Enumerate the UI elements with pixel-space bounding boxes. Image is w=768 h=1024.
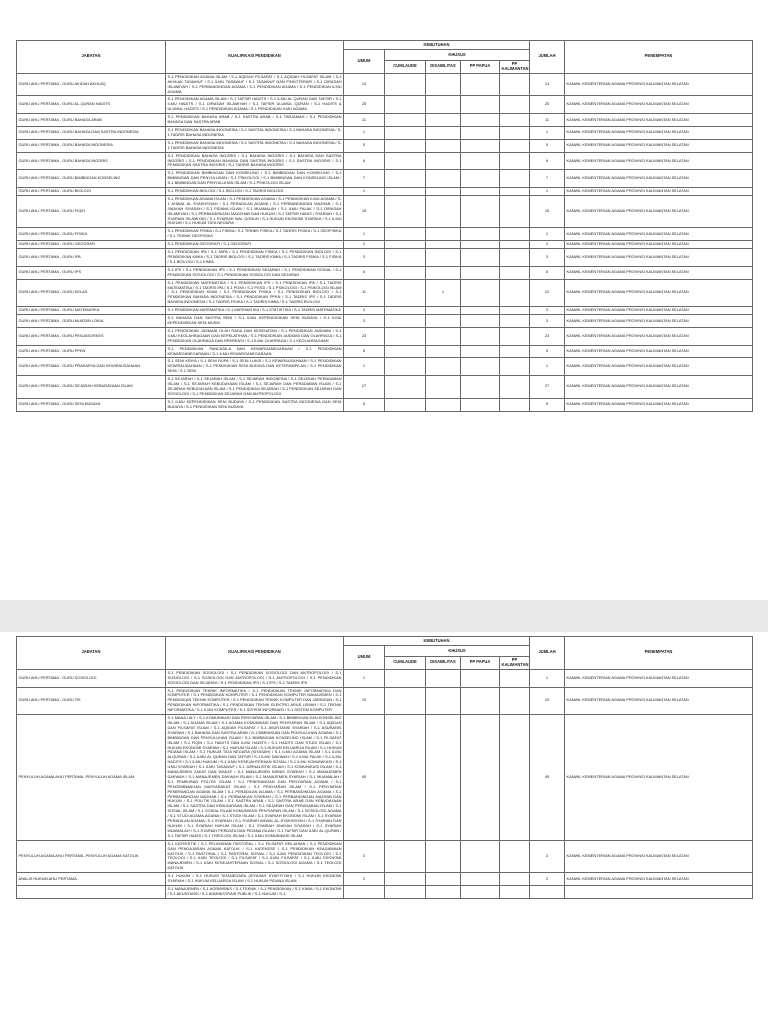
cell-umum: 1	[344, 669, 385, 687]
table-row	[17, 840, 753, 872]
cell-umum: 5	[344, 345, 385, 358]
cell-cumlaude	[385, 241, 426, 249]
cell-jumlah: 6	[530, 152, 565, 170]
table-row	[17, 873, 753, 886]
cell-kualifikasi: S-1 PENDIDIKAN MATEMATIKA / S-1 PENDIDIKAN IPS / S-1 PENDIDIKAN IPA / S-1 TADRIS MATEMATIKA / S-1 TADRIS IPA / S-1 PGMI / S-1 PGSD / S-1 PSIKOLOGI / S-1 PSIKOLOGI ISLAM / S-1 PENDIDIKAN KIMIA / S-1 PENDIDIKAN FISIKA / S-1 PENDIDIKAN BIOLOGI / S-1 PENDIDIKAN BAHASA INDONESIA / S-1 PENDIDIKAN PPKN / S-1 TADRIS IPS / S-1 TADRIS BAHASA INDONESIA / S-1 TADRIS FISIKA / S-1 TADRIS KIMIA / S-1 TADRIS BIOLOGI	[166, 279, 344, 307]
cell-pp-papua	[461, 266, 500, 279]
cell-cumlaude	[385, 358, 426, 376]
cell-umum: 6	[344, 266, 385, 279]
cell-disabilitas	[426, 170, 461, 188]
cell-disabilitas	[426, 228, 461, 241]
table-row	[17, 715, 753, 841]
table-row	[17, 139, 753, 152]
cell-penempatan: KANWIL KEMENTERIAN AGAMA PROVINSI KALIMANTAN SELATAN	[565, 152, 753, 170]
cell-pp-papua	[461, 358, 500, 376]
cell-jabatan: GURU AHLI PERTAMA - GURU KELAS	[17, 279, 166, 307]
header-jumlah: JUMLAH	[530, 41, 565, 74]
table-row	[17, 279, 753, 307]
cell-jumlah: 11	[530, 114, 565, 127]
cell-kualifikasi: S-1 PENDIDIKAN BAHASA INDONESIA / S-1 SASTRA INDONESIA / S-1 BAHASA INDONESIA / S-1 TADRIS BAHASA INDONESIA	[166, 126, 344, 139]
cell-umum: 5	[344, 139, 385, 152]
cell-disabilitas	[426, 139, 461, 152]
cell-jumlah: 5	[530, 139, 565, 152]
cell-jabatan: GURU AHLI PERTAMA - GURU TIK	[17, 687, 166, 715]
cell-pp-papua	[461, 96, 500, 114]
cell-cumlaude	[385, 73, 426, 96]
cell-umum: 1	[344, 228, 385, 241]
cell-umum: 11	[344, 279, 385, 307]
cell-pp-kalimantan	[500, 114, 530, 127]
cell-kualifikasi: S-1 PENDIDIKAN FISIKA / S-1 FISIKA / S-1 TEKNIK FISIKA / S-1 TADRIS FISIKA / S-1 GEOFISIKA / S-1 TEKNIK GEOFISIKA	[166, 228, 344, 241]
cell-jabatan: GURU AHLI PERTAMA - GURU MATEMATIKA	[17, 307, 166, 315]
cell-penempatan: KANWIL KEMENTERIAN AGAMA PROVINSI KALIMANTAN SELATAN	[565, 687, 753, 715]
cell-pp-kalimantan	[500, 307, 530, 315]
cell-cumlaude	[385, 188, 426, 196]
cell-kualifikasi: S-1 PENDIDIKAN IPA / S-1 MIPA / S-1 PENDIDIKAN FISIKA / S-1 PENDIDIKAN BIOLOGI / S-1 PENDIDIKAN KIMIA / S-1 TADRIS BIOLOGI / S-1 TADRIS KIMIA / S-1 TADRIS FISIKA / S-1 FISIKA / S-1 BIOLOGI / S-1 KIMIA	[166, 249, 344, 267]
cell-kualifikasi: S-1 PENDIDIKAN TEKNIK INFORMATIKA / S-1 PENDIDIKAN TEKNIK INFORMATIKA DAN KOMPUTER / S-1 PENDIDIKAN KOMPUTER / S-1 PENDIDIKAN KOMPUTER MANAJEMEN / S-1 PENDIDIKAN TEKNIK KOMPUTER / S-1 PENDIDIKAN TEKNIK KOMPUTER DAN JARINGAN / S-1 PENDIDIKAN INFORMATIKA / S-1 PENDIDIKAN TEKNIK ELEKTRO ARUS LEMAH / S-1 TEKNIK INFORMATIKA / S-1 ILMU KOMPUTER / S-1 SISTEM INFORMASI / S-1 SISTEM KOMPUTER	[166, 687, 344, 715]
cell-jabatan: GURU AHLI PERTAMA - GURU BIOLOGI	[17, 188, 166, 196]
cell-disabilitas	[426, 188, 461, 196]
cell-umum: 45	[344, 715, 385, 841]
cell-kualifikasi: S-1 SENI KRIYA / S-1 SENI RUPA / S-1 SENI LUKIS / S-1 KEWIRAUSAHAAN / S-1 PENDIDIKAN KEWIRAUSAHAAN / S-1 PENDIDIKAN SENI BUDAYA DAN KETERAMPILAN / S-1 PENDIDIKAN SENI / S-1 SENI	[166, 358, 344, 376]
cell-umum: 23	[344, 327, 385, 345]
cell-pp-papua	[461, 241, 500, 249]
cell-pp-kalimantan	[500, 327, 530, 345]
cell-jumlah: 10	[530, 687, 565, 715]
cell-umum: 1	[344, 358, 385, 376]
cell-jabatan: GURU AHLI PERTAMA - GURU BAHASA ARAB	[17, 114, 166, 127]
cell-pp-papua	[461, 327, 500, 345]
header-pp-kalimantan: PP KALIMANTAN	[500, 657, 530, 670]
cell-pp-kalimantan	[500, 228, 530, 241]
cell-jumlah: 1	[530, 669, 565, 687]
header-disabilitas: DISABILITAS	[426, 657, 461, 670]
cell-kualifikasi: S-1 MANAJEMEN / S-1 AGRIBISNIS / S-1 TEKNIK / S-1 PENDIDIKAN / S-1 KIMIA / S-1 EKONOMI / S-1 AKUNTANSI / S-1 ADMINISTRASI PUBLIK / S-1 HUKUM / S-1	[166, 885, 344, 898]
cell-pp-papua	[461, 73, 500, 96]
cell-jabatan: GURU AHLI PERTAMA - GURU PENJASORKES	[17, 327, 166, 345]
cell-jabatan: PENYULUH AGAMA AHLI PERTAMA -PENYULUH AGAMA KATOLIK	[17, 840, 166, 872]
cell-cumlaude	[385, 126, 426, 139]
cell-disabilitas	[426, 266, 461, 279]
cell-pp-kalimantan	[500, 840, 530, 872]
cell-umum	[344, 885, 385, 898]
cell-disabilitas	[426, 669, 461, 687]
cell-pp-papua	[461, 249, 500, 267]
cell-jabatan: ANALIS HUKUM AHLI PERTAMA	[17, 873, 166, 886]
cell-umum: 2	[344, 873, 385, 886]
cell-penempatan: KANWIL KEMENTERIAN AGAMA PROVINSI KALIMANTAN SELATAN	[565, 139, 753, 152]
cell-pp-kalimantan	[500, 249, 530, 267]
cell-penempatan: KANWIL KEMENTERIAN AGAMA PROVINSI KALIMANTAN SELATAN	[565, 249, 753, 267]
cell-disabilitas	[426, 687, 461, 715]
cell-cumlaude	[385, 228, 426, 241]
cell-cumlaude	[385, 249, 426, 267]
cell-disabilitas	[426, 345, 461, 358]
cell-kualifikasi: S-1 PENDIDIKAN PANCASILA DAN KEWARGANEGARAAN / S-1 PENDIDIKAN KEWARGANEGARAAN / S-1 ILMU KEWARGANEGARAAN	[166, 345, 344, 358]
cell-umum: 5	[344, 398, 385, 411]
cell-jumlah: 15	[530, 195, 565, 227]
cell-jabatan: GURU AHLI PERTAMA - GURU GEOGRAFI	[17, 241, 166, 249]
cell-pp-kalimantan	[500, 279, 530, 307]
table-row	[17, 73, 753, 96]
cell-jabatan: GURU AHLI PERTAMA - GURU BIMBINGAN KONSELING	[17, 170, 166, 188]
cell-jumlah: 3	[530, 840, 565, 872]
cell-disabilitas	[426, 249, 461, 267]
cell-kualifikasi: S-1 PENDIDIKAN AGAMA ISLAM / S-1 TAFSIR HADITS / S-1 ILMU AL QURAN DAN TAFSIR / S-1 ILMU HADITS / S-1 DIRASAH ISLAMIYAH / S-1 TAFSIR ULUMUL QURAN / S-1 HADITS & ULUMUL HADITS / S-1 PENDIDIKAN AGAMA / S-1 PENDIDIKAN ILMU AGAMA	[166, 96, 344, 114]
cell-penempatan: KANWIL KEMENTERIAN AGAMA PROVINSI KALIMANTAN SELATAN	[565, 188, 753, 196]
cell-pp-kalimantan	[500, 398, 530, 411]
cell-jumlah: 7	[530, 170, 565, 188]
cell-pp-papua	[461, 152, 500, 170]
table-row	[17, 126, 753, 139]
cell-penempatan: KANWIL KEMENTERIAN AGAMA PROVINSI KALIMANTAN SELATAN	[565, 241, 753, 249]
header-pp-papua: PP PAPUA	[461, 657, 500, 670]
cell-pp-papua	[461, 228, 500, 241]
cell-umum: 11	[344, 114, 385, 127]
cell-pp-kalimantan	[500, 687, 530, 715]
cell-umum: 2	[344, 241, 385, 249]
cell-disabilitas	[426, 327, 461, 345]
table-row	[17, 195, 753, 227]
cell-pp-kalimantan	[500, 170, 530, 188]
cell-penempatan: KANWIL KEMENTERIAN AGAMA PROVINSI KALIMANTAN SELATAN	[565, 376, 753, 399]
cell-kualifikasi: S-1 KATEKETIK / S-1 PELAYANAN PASTORAL / S-1 FILSAFAT KEILAHIAN / S-1 PENDIDIKAN DAN PENGAJARAN AGAMA KATOLIK / S-1 KATEKESE / S-1 PENDIDIKAN KEAGAMAAN KATOLIK / S-1 PASTORAL / S-1 PASTORAL SOSIAL / S-1 ILMU PENDIDIKAN TEOLOGI / S-1 TEOLOGI / S-1 ILMU TEOLOGI / S-1 FILSAFAT / S-1 ILMU FILSAFAT / S-1 ILMU EKONOMI MANAJEMEN / S-1 ILMU KESEJAHTERAAN SOSIAL / S-1 SOSIOLOGI AGAMA / S-1 TEOLOGI KATOLIK	[166, 840, 344, 872]
cell-disabilitas	[426, 195, 461, 227]
table-row	[17, 249, 753, 267]
cell-cumlaude	[385, 669, 426, 687]
cell-cumlaude	[385, 139, 426, 152]
cell-cumlaude	[385, 327, 426, 345]
cell-cumlaude	[385, 170, 426, 188]
cell-cumlaude	[385, 266, 426, 279]
cell-jabatan: GURU AHLI PERTAMA - GURU PRAKARYA DAN KEWIRAUSAHAAN	[17, 358, 166, 376]
cell-pp-papua	[461, 345, 500, 358]
cell-kualifikasi: S-1 PENDIDIKAN BAHASA INGGRIS / S-1 BAHASA INGGRIS / S-1 BAHASA DAN SASTRA INGGRIS / S-1 PENDIDIKAN BAHASA DAN SASTRA INGGRIS / S-1 SASTRA INGGRIS / S-1 PENDIDIKAN SASTRA INGGRIS / S-1 TADRIS BAHASA INGGRIS	[166, 152, 344, 170]
cell-penempatan: KANWIL KEMENTERIAN AGAMA PROVINSI KALIMANTAN SELATAN	[565, 170, 753, 188]
cell-pp-kalimantan	[500, 139, 530, 152]
cell-penempatan: KANWIL KEMENTERIAN AGAMA PROVINSI KALIMANTAN SELATAN	[565, 73, 753, 96]
cell-jumlah: 5	[530, 345, 565, 358]
cell-penempatan: KANWIL KEMENTERIAN AGAMA PROVINSI KALIMANTAN SELATAN	[565, 345, 753, 358]
header-kebutuhan: KEBUTUHAN	[344, 637, 530, 646]
cell-disabilitas	[426, 315, 461, 328]
cell-cumlaude	[385, 96, 426, 114]
cell-jabatan: GURU AHLI PERTAMA - GURU MUATAN LOKAL	[17, 315, 166, 328]
cell-penempatan: KANWIL KEMENTERIAN AGAMA PROVINSI KALIMANTAN SELATAN	[565, 126, 753, 139]
cell-pp-papua	[461, 126, 500, 139]
cell-umum: 14	[344, 73, 385, 96]
cell-jabatan: GURU AHLI PERTAMA - GURU PPKN	[17, 345, 166, 358]
cell-disabilitas	[426, 715, 461, 841]
header-pp-kalimantan: PP KALIMANTAN	[500, 61, 530, 74]
cell-jumlah: 1	[530, 358, 565, 376]
cell-cumlaude	[385, 152, 426, 170]
cell-umum: 25	[344, 96, 385, 114]
cell-disabilitas	[426, 873, 461, 886]
cell-penempatan: KANWIL KEMENTERIAN AGAMA PROVINSI KALIMANTAN SELATAN	[565, 873, 753, 886]
table-row	[17, 376, 753, 399]
cell-jumlah: 2	[530, 241, 565, 249]
cell-jumlah: 1	[530, 228, 565, 241]
cell-penempatan: KANWIL KEMENTERIAN AGAMA PROVINSI KALIMANTAN SELATAN	[565, 114, 753, 127]
table-header	[17, 637, 753, 670]
table-row	[17, 687, 753, 715]
table-row	[17, 170, 753, 188]
cell-jabatan: GURU AHLI PERTAMA - GURU SEJARAH KEBUDAYAAN ISLAM	[17, 376, 166, 399]
cell-pp-kalimantan	[500, 345, 530, 358]
cell-umum: 3	[344, 315, 385, 328]
cell-jumlah: 1	[530, 126, 565, 139]
cell-kualifikasi: S-1 ILMU KEPENDIDIKAN SENI BUDAYA / S-1 PENDIDIKAN SASTRA INDONESIA DAN SENI BUDAYA / S-1 PENDIDIKAN SENI BUDAYA	[166, 398, 344, 411]
cell-cumlaude	[385, 345, 426, 358]
cell-pp-kalimantan	[500, 885, 530, 898]
cell-jabatan: GURU AHLI PERTAMA - GURU BAHASA INDONESIA	[17, 139, 166, 152]
table-row	[17, 96, 753, 114]
cell-jumlah: 27	[530, 376, 565, 399]
cell-cumlaude	[385, 114, 426, 127]
cell-umum: 10	[344, 687, 385, 715]
cell-pp-papua	[461, 376, 500, 399]
table-body	[17, 669, 753, 898]
header-khusus: KHUSUS	[385, 646, 530, 657]
cell-disabilitas	[426, 376, 461, 399]
table-row	[17, 152, 753, 170]
cell-cumlaude	[385, 315, 426, 328]
cell-cumlaude	[385, 840, 426, 872]
cell-umum: 7	[344, 170, 385, 188]
cell-umum: 3	[344, 307, 385, 315]
cell-kualifikasi: S-1 PENDIDIKAN BAHASA ARAB / S-1 SASTRA ARAB / S-1 TARJAMAH / S-1 PENDIDIKAN BAHASA DAN SASTRA ARAB	[166, 114, 344, 127]
cell-jumlah: 3	[530, 249, 565, 267]
cell-disabilitas	[426, 152, 461, 170]
cell-jabatan: PENYULUH AGAMA AHLI PERTAMA -PENYULUH AGAMA ISLAM	[17, 715, 166, 841]
header-cumlaude: CUMLAUDE	[385, 657, 426, 670]
cell-penempatan: KANWIL KEMENTERIAN AGAMA PROVINSI KALIMANTAN SELATAN	[565, 669, 753, 687]
cell-pp-kalimantan	[500, 195, 530, 227]
header-disabilitas: DISABILITAS	[426, 61, 461, 74]
cell-jabatan: GURU AHLI PERTAMA - GURU FIQIH	[17, 195, 166, 227]
cell-cumlaude	[385, 687, 426, 715]
cell-jumlah: 3	[530, 307, 565, 315]
cell-pp-kalimantan	[500, 376, 530, 399]
cell-kualifikasi: S-1 PENDIDIKAN BIOLOGI / S-1 BIOLOGI / S-1 TADRIS BIOLOGI	[166, 188, 344, 196]
cell-kualifikasi: S-1 PENDIDIKAN SOSIOLOGI / S-1 PENDIDIKAN SOSIOLOGI DAN ANTROPOLOGI / S-1 SOSIOLOGI / S-1 SOSIOLOGI DAN ANTROPOLOGI / S-1 ANTROPOLOGI / S-1 PENDIDIKAN SOSIOLOGI DAN SEJARAH / S-1 PENDIDIKAN IPS / S-1 IPS / S-1 TADRIS IPS	[166, 669, 344, 687]
cell-kualifikasi: S-1 SEJARAH / S-1 SEJARAH ISLAM / S-1 SEJARAH INDONESIA / S-1 SEJARAH PERADABAN ISLAM / S-1 SEJARAH KEBUDAYAAN ISLAM / S-1 SEJARAH DAN PERADABAN ISLAM / S-1 SEJARAH KEBUDAYAAN ISLAM / S-1 PENDIDIKAN SEJARAH / S-1 PENDIDIKAN SEJARAH DAN SOSIOLOGI / S-1 PENDIDIKAN SEJARAH DAN ANTROPOLOGI	[166, 376, 344, 399]
cell-umum: 1	[344, 126, 385, 139]
cell-jumlah: 14	[530, 73, 565, 96]
cell-jabatan: GURU AHLI PERTAMA - GURU FISIKA	[17, 228, 166, 241]
table-body	[17, 73, 753, 411]
cell-penempatan: KANWIL KEMENTERIAN AGAMA PROVINSI KALIMANTAN SELATAN	[565, 327, 753, 345]
cell-jabatan: GURU AHLI PERTAMA - GURU AL-QURAN HADITS	[17, 96, 166, 114]
header-jabatan: JABATAN	[17, 41, 166, 74]
cell-pp-papua	[461, 840, 500, 872]
cell-disabilitas	[426, 840, 461, 872]
cell-pp-papua	[461, 315, 500, 328]
table-row	[17, 266, 753, 279]
cell-jabatan: GURU AHLI PERTAMA - GURU BAHASA DAN SASTRA INDONESIA	[17, 126, 166, 139]
cell-penempatan: KANWIL KEMENTERIAN AGAMA PROVINSI KALIMANTAN SELATAN	[565, 195, 753, 227]
cell-pp-kalimantan	[500, 358, 530, 376]
header-kualifikasi: KUALIFIKASI PENDIDIKAN	[166, 637, 344, 670]
cell-kualifikasi: S-1 HUKUM / S-1 HUKUM TATANEGARA (SIYASAH SYAR'IYYAH) / S-1 HUKUM EKONOMI SYARIAH / S-1 HUKUM KELUARGA ISLAM / S-1 HUKUM PIDANA ISLAM	[166, 873, 344, 886]
cell-jabatan: GURU AHLI PERTAMA - GURU IPA	[17, 249, 166, 267]
table-row	[17, 307, 753, 315]
formation-table-page-1	[16, 40, 753, 412]
cell-pp-papua	[461, 139, 500, 152]
cell-cumlaude	[385, 398, 426, 411]
cell-jumlah: 2	[530, 873, 565, 886]
cell-disabilitas	[426, 241, 461, 249]
cell-umum: 3	[344, 249, 385, 267]
cell-jumlah: 5	[530, 398, 565, 411]
header-pp-papua: PP PAPUA	[461, 61, 500, 74]
cell-disabilitas	[426, 126, 461, 139]
cell-penempatan: KANWIL KEMENTERIAN AGAMA PROVINSI KALIMANTAN SELATAN	[565, 279, 753, 307]
header-jabatan: JABATAN	[17, 637, 166, 670]
table-row	[17, 241, 753, 249]
cell-jabatan: GURU AHLI PERTAMA - GURU SENI BUDAYA	[17, 398, 166, 411]
cell-kualifikasi: S-1 PENDIDIKAN BIMBINGAN DAN KONSELING / S-1 BIMBINGAN DAN KONSELING / S-1 BIMBINGAN DAN PENYULUHAN / S-1 PSIKOLOGI / S-1 BIMBINGAN DAN KONSELING ISLAM / S-1 BIMBINGAN DAN PENYULUHAN ISLAM / S-1 PSIKOLOGI ISLAM	[166, 170, 344, 188]
cell-pp-papua	[461, 873, 500, 886]
cell-jumlah	[530, 885, 565, 898]
cell-jumlah: 1	[530, 188, 565, 196]
cell-umum: 6	[344, 152, 385, 170]
cell-kualifikasi: S-1 IPS / S-1 PENDIDIKAN IPS / S-1 PENDIDIKAN SEJARAH / S-1 PENDIDIKAN SOSIAL / S-1 PENDIDIKAN SOSIOLOGI / S-1 PENDIDIKAN SOSIOLOGI DAN SEJARAH	[166, 266, 344, 279]
cell-penempatan	[565, 885, 753, 898]
table-row	[17, 358, 753, 376]
cell-pp-kalimantan	[500, 873, 530, 886]
table-row	[17, 398, 753, 411]
cell-penempatan: KANWIL KEMENTERIAN AGAMA PROVINSI KALIMANTAN SELATAN	[565, 96, 753, 114]
cell-pp-papua	[461, 170, 500, 188]
cell-pp-kalimantan	[500, 315, 530, 328]
document-page-2	[0, 632, 768, 1024]
cell-jumlah: 6	[530, 266, 565, 279]
cell-kualifikasi: S-1 PENDIDIKAN MATEMATIKA / S-1 MATEMATIKA / S-1 STATISTIKA / S-1 TADRIS MATEMATIKA	[166, 307, 344, 315]
cell-pp-kalimantan	[500, 241, 530, 249]
cell-cumlaude	[385, 307, 426, 315]
cell-disabilitas	[426, 96, 461, 114]
cell-penempatan: KANWIL KEMENTERIAN AGAMA PROVINSI KALIMANTAN SELATAN	[565, 358, 753, 376]
cell-pp-kalimantan	[500, 188, 530, 196]
cell-pp-kalimantan	[500, 73, 530, 96]
cell-jumlah: 23	[530, 327, 565, 345]
cell-pp-papua	[461, 195, 500, 227]
header-cumlaude: CUMLAUDE	[385, 61, 426, 74]
cell-pp-papua	[461, 188, 500, 196]
header-umum: UMUM	[344, 646, 385, 670]
table-row	[17, 114, 753, 127]
cell-penempatan: KANWIL KEMENTERIAN AGAMA PROVINSI KALIMANTAN SELATAN	[565, 307, 753, 315]
cell-disabilitas	[426, 358, 461, 376]
cell-pp-papua	[461, 715, 500, 841]
header-umum: UMUM	[344, 50, 385, 74]
cell-penempatan: KANWIL KEMENTERIAN AGAMA PROVINSI KALIMANTAN SELATAN	[565, 715, 753, 841]
cell-jabatan: GURU AHLI PERTAMA - GURU AKIDAH AKHLAQ	[17, 73, 166, 96]
cell-umum: 1	[344, 188, 385, 196]
cell-cumlaude	[385, 885, 426, 898]
cell-disabilitas	[426, 307, 461, 315]
cell-disabilitas	[426, 114, 461, 127]
cell-umum: 15	[344, 195, 385, 227]
table-row	[17, 669, 753, 687]
cell-jabatan: GURU AHLI PERTAMA - GURU IPS	[17, 266, 166, 279]
table-row	[17, 228, 753, 241]
cell-pp-kalimantan	[500, 715, 530, 841]
cell-jumlah: 45	[530, 715, 565, 841]
cell-cumlaude	[385, 873, 426, 886]
cell-pp-papua	[461, 307, 500, 315]
cell-umum: 3	[344, 840, 385, 872]
header-khusus: KHUSUS	[385, 50, 530, 61]
cell-pp-papua	[461, 669, 500, 687]
cell-penempatan: KANWIL KEMENTERIAN AGAMA PROVINSI KALIMANTAN SELATAN	[565, 315, 753, 328]
formation-table-page-2	[16, 636, 753, 899]
cell-penempatan: KANWIL KEMENTERIAN AGAMA PROVINSI KALIMANTAN SELATAN	[565, 398, 753, 411]
cell-pp-kalimantan	[500, 126, 530, 139]
table-row	[17, 327, 753, 345]
cell-disabilitas: 1	[426, 279, 461, 307]
cell-pp-kalimantan	[500, 669, 530, 687]
cell-kualifikasi: S-1 PENDIDIKAN GEOGRAFI / S-1 GEOGRAFI	[166, 241, 344, 249]
header-kualifikasi: KUALIFIKASI PENDIDIKAN	[166, 41, 344, 74]
cell-jabatan: GURU AHLI PERTAMA - GURU BAHASA INGGRIS	[17, 152, 166, 170]
cell-cumlaude	[385, 195, 426, 227]
cell-pp-kalimantan	[500, 266, 530, 279]
cell-kualifikasi: S-1 PENDIDIKAN JASMANI OLAH RAGA DAN KESEHATAN / S-1 PENDIDIKAN JASMANI / S-1 ILMU KEOLAHRAGAAN DAN KEPELATIHAN / S-1 PENDIDIKAN JASMANI DAN OLAHRAGA / S-1 PENDIDIKAN OLAHRAGA DAN REKREASI / S-1 ILMU OLAHRAGA / S-1 KEOLAHRAGAAN	[166, 327, 344, 345]
cell-cumlaude	[385, 715, 426, 841]
cell-kualifikasi: S-1 PENDIDIKAN AGAMA ISLAM / S-1 PENDIDIKAN AGAMA / S-1 PENDIDIKAN ILMU AGAMA / S-1 AHWAL AL SYAKHSIYAH / S-1 PERADILAN AGAMA / S-1 PERBANDINGAN MAZHAB / S-1 JINAYAH SIYASAH / S-1 PIDANA ISLAM / S-1 MUAMALAH / S-1 ILMU FALAK / S-1 DIRASAH ISLAMIYAH / S-1 PERBANDINGAN MADZHAB DAN HUKUM / S-1 TAFSIR HADIS / SYARIAH / S-1 SYARIAH ISLAMIYAH / S-1 SYARIAH WAL QONUN / S-1 HUKUM EKONOMI SYARIAH / S-1 ILMU HUKUM / S-1 HUKUM TATA NEGARA	[166, 195, 344, 227]
cell-jabatan: GURU AHLI PERTAMA - GURU SOSIOLOGI	[17, 669, 166, 687]
cell-kualifikasi: S-1 PENDIDIKAN BAHASA INDONESIA / S-1 SASTRA INDONESIA / S-1 BAHASA INDONESIA / S-1 TADRIS BAHASA INDONESIA	[166, 139, 344, 152]
cell-kualifikasi: S-1 BAHASA DAN SASTRA SENI / S-1 ILMU KEPENDIDIKAN SENI BUDAYA / S-1 ILMU KEPENDIDIKAN SENI MUSIK	[166, 315, 344, 328]
cell-disabilitas	[426, 885, 461, 898]
cell-pp-papua	[461, 114, 500, 127]
cell-pp-papua	[461, 885, 500, 898]
header-penempatan: PENEMPATAN	[565, 637, 753, 670]
header-jumlah: JUMLAH	[530, 637, 565, 670]
header-penempatan: PENEMPATAN	[565, 41, 753, 74]
table-row	[17, 315, 753, 328]
cell-pp-papua	[461, 398, 500, 411]
cell-kualifikasi: S-1 PENDIDIKAN AGAMA ISLAM / S-1 AQIDAH FILSAFAT / S-1 AQIDAH FILSAFAT ISLAM / S-1 AKHLAK TASAWUF / S-1 ILMU TASAWUF / S-1 TASAWUF DAN PSIKOTERAPI / S-1 DIRASAH ISLAMIYAH / S-1 PERBANDINGAN AGAMA / S-1 PENDIDIKAN AGAMA / S-1 PENDIDIKAN ILMU AGAMA	[166, 73, 344, 96]
table-header	[17, 41, 753, 74]
cell-pp-kalimantan	[500, 96, 530, 114]
cell-jumlah: 3	[530, 315, 565, 328]
cell-kualifikasi: S-1 MANAJ ALY / S-1 KOMUNIKASI DAN PENYIARAN ISLAM / S-1 BIMBINGAN DAN KONSELING ISLAM / S-1 AGAMA ISLAM / S-1 AGAMA KOMUNIKASI DAN PENYIARAN ISLAM / S-1 AQIDAH DAN FILSAFAT ISLAM / S-1 AQIDAH FILSAFAT / S-1 AKUNTANSI SYARIAH / S-1 ASURANSI SYARIAH / S-1 BAHASA DAN SASTRA ARAB / S-1 BIMBINGAN DAN PENYULUHAN AGAMA / S-1 BIMBINGAN DAN PENYULUHAN ISLAM / S-1 BIMBINGAN KONSELING ISLAM / S-1 FILSAFAT ISLAM / S-1 FIQIH / S-1 HADITS DAN ILMU HADITS / S-1 HADITS DAN STUDI ISLAM / S-1 HUKUM EKONOMI SYARIAH / S-1 HUKUM ISLAM / S-1 HUKUM KELUARGA ISLAM / S-1 HUKUM PIDANA ISLAM / S-1 HUKUM TATA NEGARA (SIYASAH) / S-1 ILMU AGAMA ISLAM / S-1 ILMU ALQURAN / S-1 ILMU AL QURAN DAN TAFSIR / S-1 ILMU DAKWAH / S-1 ILMU FALAK / S-1 ILMU HADITS / S-1 ILMU HUKUM / S-1 ILMU KESEJAHTERAAN SOSIAL / S-1 ILMU KOMUNIKASI / S-1 ILMU SYARIAH / S-1 ILMU TASAWUF / S-1 JURNALISTIK ISLAM / S-1 KOMUNIKASI ISLAM / S-1 MANAJEMEN ZAKAT DAN WAKAF / S-1 MANAJEMEN BISNIS SYARIAH / S-1 MANAJEMEN DAKWAH / S-1 MANAJEMEN DAKWAH ISLAM / S-1 MANAJEMEN SYARIAH / S-1 MUAMALAH / S-1 PEMIKIRAN POLITIK ISLAM / S-1 PENERANGAN DAN PENYIARAN AGAMA / S-1 PENGEMBANGAN MASYARAKAT ISLAM / S-1 PENYIARAN ISLAM / S-1 PENYIARAN PENERANGAN AGAMA ISLAM / S-1 PERADILAN AGAMA / S-1 PERBANDINGAN AGAMA / S-1 PERBANDINGAN MAZHAB / S-1 PERBANKAN SYARIAH / S-1 PERBANDINGAN MAZHAB DAN HUKUM / S-1 POLITIK ISLAM / S-1 SASTRA ARAB / S-1 SASTRA ARAB DAN KEBUDAYAAN ISLAM / S-1 SASTRA DAN KEBUDAYAAN ISLAM / S-1 SEJARAH DAN PERADABAN ISLAM / S-1 SOSIAL ISLAM / S-1 SOSIAL ISLAM KOMUNIKASI PENYIARAN ISLAM / S-1 SOSIOLOGI AGAMA / S-1 STUDI AGAMA-AGAMA / S-1 STUDI ISLAM / S-1 SYARIAH EKONOMI ISLAM / S-1 SYARIAH PERADILAN AGAMA / S-1 SYARIAH / S-1 SYARIAH AHWAL AL-SYAKHSIYAH / S-1 SYARIAH DAN HUKUM / S-1 SYARIAH HUKUM ISLAM / S-1 SYARIAH JINAYAH SIYASAH / S-1 SYARIAH MUAMALAH / S-1 SYARIAH PERDATA DAN PIDANA ISLAM / S-1 TAFSIR DAN ILMU AL-QURAN / S-1 TAFSIR HADIS / S-1 THEOLOGI ISLAM / S-1 ILMU KOMUNIKASI ISLAM	[166, 715, 344, 841]
cell-jumlah: 25	[530, 96, 565, 114]
cell-pp-papua	[461, 279, 500, 307]
table-row	[17, 345, 753, 358]
table-row	[17, 885, 753, 898]
header-kebutuhan: KEBUTUHAN	[344, 41, 530, 50]
cell-umum: 27	[344, 376, 385, 399]
cell-penempatan: KANWIL KEMENTERIAN AGAMA PROVINSI KALIMANTAN SELATAN	[565, 840, 753, 872]
cell-cumlaude	[385, 376, 426, 399]
cell-disabilitas	[426, 73, 461, 96]
cell-penempatan: KANWIL KEMENTERIAN AGAMA PROVINSI KALIMANTAN SELATAN	[565, 228, 753, 241]
cell-cumlaude	[385, 279, 426, 307]
table-row	[17, 188, 753, 196]
cell-pp-papua	[461, 687, 500, 715]
cell-jabatan	[17, 885, 166, 898]
cell-pp-kalimantan	[500, 152, 530, 170]
cell-disabilitas	[426, 398, 461, 411]
cell-jumlah: 12	[530, 279, 565, 307]
cell-penempatan: KANWIL KEMENTERIAN AGAMA PROVINSI KALIMANTAN SELATAN	[565, 266, 753, 279]
